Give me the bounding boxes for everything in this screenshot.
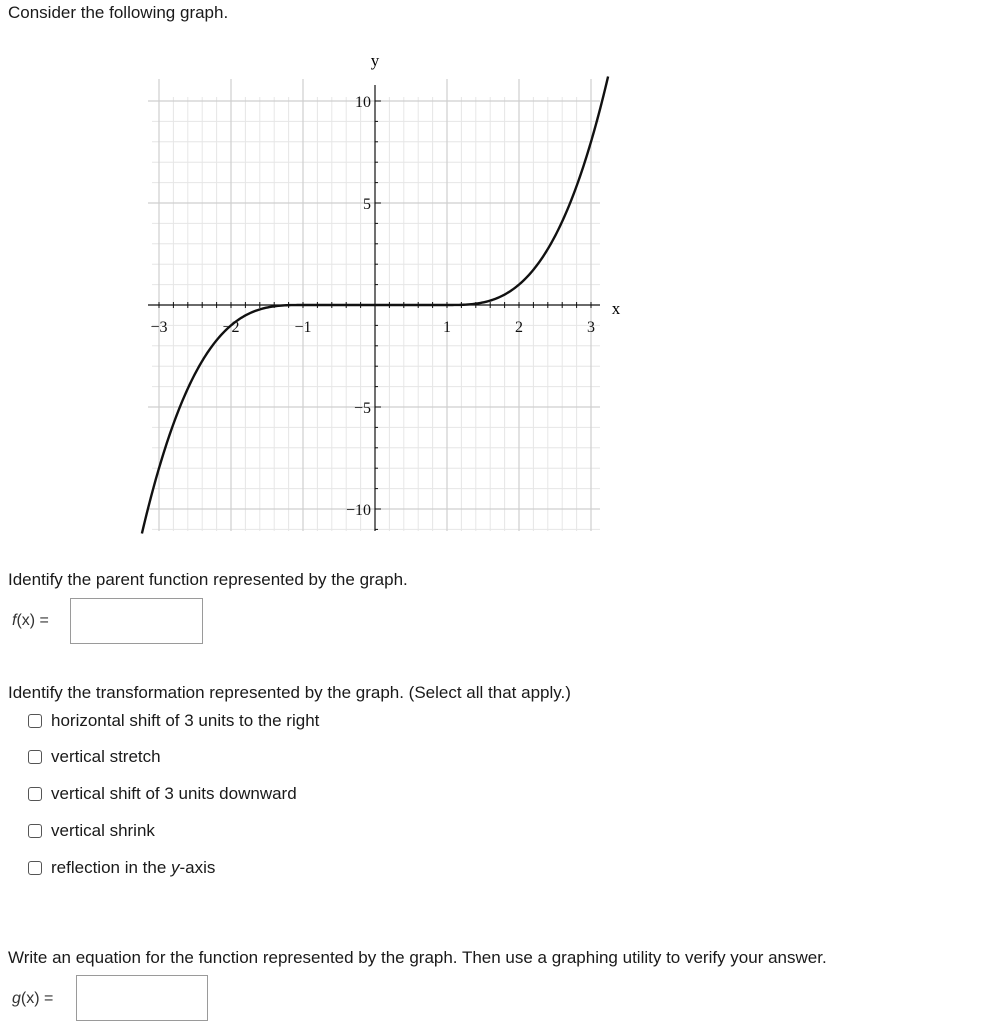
x-tick-label: 2 bbox=[515, 319, 523, 336]
option-horizontal-shift[interactable] bbox=[28, 711, 319, 731]
option-vertical-shrink-checkbox[interactable] bbox=[28, 824, 42, 838]
y-axis-label: y bbox=[370, 51, 380, 70]
option-vertical-stretch-label: vertical stretch bbox=[51, 747, 161, 766]
option-reflection-y-axis-checkbox[interactable] bbox=[28, 861, 42, 875]
option5-prefix: reflection in the bbox=[51, 858, 172, 877]
option-vertical-shrink[interactable] bbox=[28, 821, 155, 841]
option5-var: y bbox=[171, 858, 180, 877]
option-vertical-shrink-label: vertical shrink bbox=[51, 821, 155, 840]
f-label-fn: f bbox=[12, 612, 17, 629]
f-label-rest: (x) = bbox=[16, 612, 49, 629]
option5-suffix: -axis bbox=[179, 858, 216, 877]
parent-function-prompt: Identify the parent function represented by the graph. bbox=[8, 570, 408, 589]
x-tick-label: −2 bbox=[222, 319, 240, 336]
y-tick-label: 5 bbox=[363, 196, 371, 213]
option-vertical-shift-label: vertical shift of 3 units downward bbox=[51, 784, 297, 803]
option-reflection-y-axis-label bbox=[51, 858, 215, 878]
x-tick-label: −3 bbox=[150, 319, 168, 336]
parent-function-input[interactable] bbox=[70, 598, 203, 644]
option-vertical-stretch-checkbox[interactable] bbox=[28, 750, 42, 764]
x-axis-label: x bbox=[611, 299, 621, 318]
option-vertical-shift-checkbox[interactable] bbox=[28, 787, 42, 801]
axes bbox=[148, 85, 600, 531]
x-tick-label: −1 bbox=[294, 319, 312, 336]
option-horizontal-shift-checkbox[interactable] bbox=[28, 714, 42, 728]
f-label bbox=[12, 612, 49, 630]
tick-labels bbox=[150, 94, 595, 519]
option-horizontal-shift-label: horizontal shift of 3 units to the right bbox=[51, 711, 320, 730]
g-label bbox=[12, 990, 53, 1008]
y-tick-label: −10 bbox=[345, 502, 371, 519]
equation-prompt: Write an equation for the function represented by the graph. Then use a graphing utility to verify your answer. bbox=[8, 948, 827, 967]
option-reflection-y-axis[interactable] bbox=[28, 858, 215, 878]
y-tick-label: −5 bbox=[353, 400, 371, 417]
intro-text: Consider the following graph. bbox=[8, 3, 229, 22]
transformation-prompt: Identify the transformation represented by the graph. (Select all that apply.) bbox=[8, 683, 571, 702]
y-tick-label: 10 bbox=[355, 94, 371, 111]
g-label-rest: (x) = bbox=[20, 990, 54, 1007]
option-vertical-shift[interactable] bbox=[28, 784, 297, 804]
g-label-fn: g bbox=[12, 990, 21, 1007]
x-tick-label: 3 bbox=[587, 319, 595, 336]
graph bbox=[0, 40, 981, 580]
option-vertical-stretch[interactable] bbox=[28, 747, 161, 767]
equation-input[interactable] bbox=[76, 975, 208, 1021]
x-tick-label: 1 bbox=[443, 319, 451, 336]
